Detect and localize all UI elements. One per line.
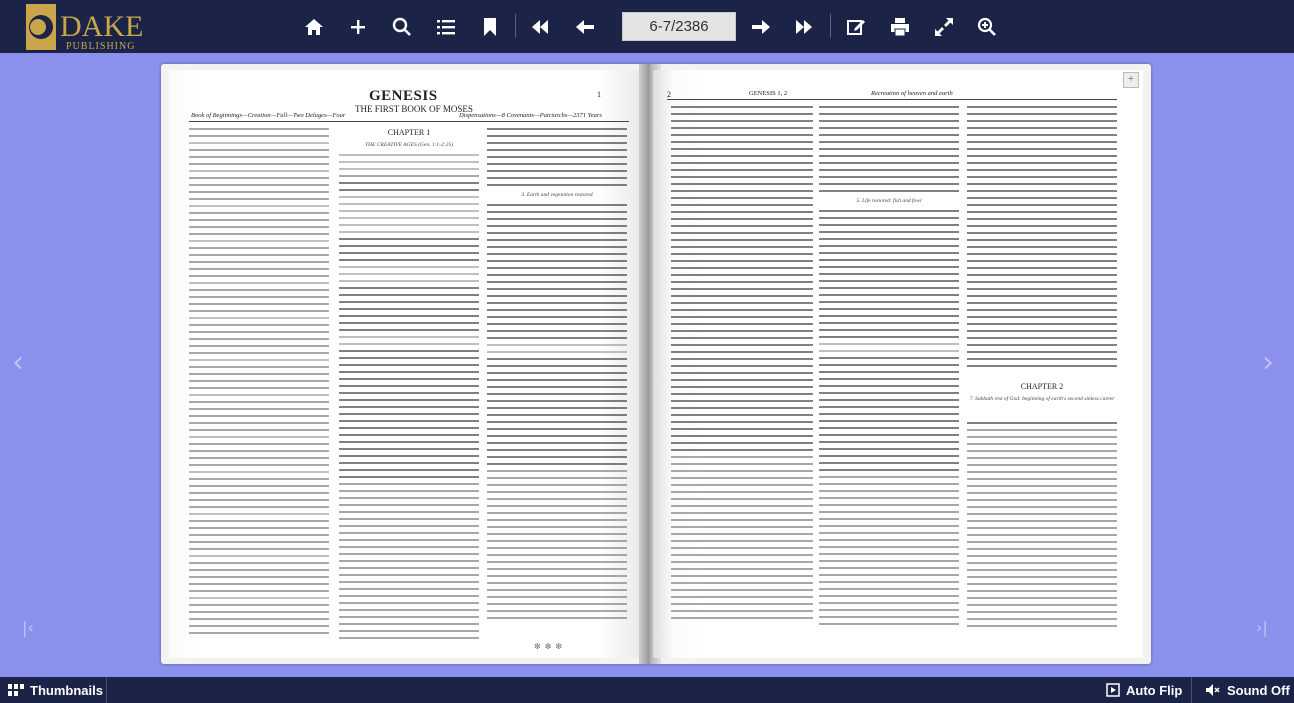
search-icon	[392, 17, 412, 37]
section-caption: 3. Earth and vegetation restored	[521, 192, 593, 198]
scripture-column-2-continued	[487, 204, 627, 624]
bottom-toolbar	[0, 677, 1294, 703]
book-subtitle: THE FIRST BOOK OF MOSES	[355, 104, 473, 114]
scripture-column-2	[487, 128, 627, 191]
scripture-column-2	[819, 106, 959, 197]
first-page-button[interactable]	[525, 12, 555, 42]
page-number-input[interactable]: 6-7/2386	[622, 12, 736, 41]
scripture-column-3-continued	[967, 422, 1117, 632]
running-head-left: Book of Beginnings—Creation—Fall—Two Deluges—Four	[191, 112, 346, 119]
first-page-icon	[530, 18, 550, 36]
thumbnails-button[interactable]	[8, 677, 103, 703]
running-head-right: Dispensations—8 Covenants—Patriarchs—2371 Years	[459, 112, 602, 119]
chapter-heading: CHAPTER 1	[387, 128, 431, 137]
right-page[interactable]	[653, 70, 1143, 658]
previous-page-button[interactable]	[570, 12, 600, 42]
print-button[interactable]	[885, 12, 915, 42]
page-number: 1	[597, 90, 601, 99]
bookmarks-button[interactable]	[475, 12, 505, 42]
search-button[interactable]	[387, 12, 417, 42]
section-caption: THE CREATIVE AGES (Gen. 1:1-2:25)	[365, 142, 453, 148]
zoom-icon	[977, 17, 997, 37]
toolbar-divider	[515, 14, 516, 38]
last-page-arrow[interactable]: ›|	[1256, 618, 1268, 637]
margin-notes	[189, 128, 329, 639]
bottom-divider	[106, 677, 107, 703]
previous-page-arrow[interactable]: ‹	[12, 345, 24, 380]
top-toolbar	[0, 0, 1294, 53]
edit-icon	[846, 17, 866, 37]
running-head-right: Recreation of heaven and earth	[871, 90, 953, 97]
plus-icon	[350, 19, 366, 35]
toolbar-divider	[830, 14, 831, 38]
play-icon	[1106, 683, 1120, 697]
prev-page-icon	[575, 18, 595, 36]
scripture-column-3	[967, 106, 1117, 372]
book-viewer[interactable]	[161, 64, 1151, 664]
sound-toggle-button[interactable]	[1205, 677, 1290, 703]
dake-publishing-logo[interactable]	[24, 2, 146, 52]
header-rule	[189, 121, 629, 122]
next-page-button[interactable]	[746, 12, 776, 42]
thumbnails-label: Thumbnails	[30, 682, 103, 698]
next-page-arrow[interactable]: ›	[1262, 345, 1274, 380]
scripture-column-2-continued	[819, 210, 959, 630]
scripture-column-1	[339, 154, 479, 644]
add-bookmark-button[interactable]	[343, 12, 373, 42]
auto-flip-button[interactable]	[1106, 677, 1182, 703]
section-caption: 5. Life restored: fish and fowl	[856, 198, 922, 204]
grid-icon	[8, 684, 24, 696]
speaker-muted-icon	[1205, 683, 1221, 697]
fullscreen-button[interactable]	[929, 12, 959, 42]
bottom-divider	[1191, 677, 1192, 703]
home-icon	[304, 17, 324, 37]
corner-expand-button[interactable]: +	[1123, 72, 1139, 88]
last-page-icon	[794, 18, 814, 36]
first-page-arrow[interactable]: |‹	[22, 618, 34, 637]
header-rule	[667, 99, 1117, 100]
annotate-button[interactable]	[841, 12, 871, 42]
chapter-heading: CHAPTER 2	[1020, 382, 1064, 391]
zoom-button[interactable]	[972, 12, 1002, 42]
print-icon	[890, 17, 910, 37]
running-head-left: GENESIS 1, 2	[749, 90, 788, 97]
section-caption: 7. Sabbath rest of God: beginning of earth's second sinless career	[969, 396, 1115, 402]
next-page-icon	[751, 18, 771, 36]
list-icon	[436, 18, 456, 36]
table-of-contents-button[interactable]	[431, 12, 461, 42]
home-button[interactable]	[299, 12, 329, 42]
logo-subtext: PUBLISHING	[66, 41, 136, 52]
sound-label: Sound Off	[1227, 682, 1290, 698]
last-page-button[interactable]	[789, 12, 819, 42]
fullscreen-icon	[934, 17, 954, 37]
page-ornament: ✼✼✼	[534, 642, 567, 651]
logo-text: DAKE	[60, 10, 144, 43]
bookmark-icon	[483, 17, 497, 37]
page-number: 2	[667, 90, 671, 99]
left-page[interactable]	[169, 70, 647, 658]
book-title: GENESIS	[369, 88, 438, 104]
scripture-column-1	[671, 106, 813, 624]
auto-flip-label: Auto Flip	[1126, 682, 1183, 698]
